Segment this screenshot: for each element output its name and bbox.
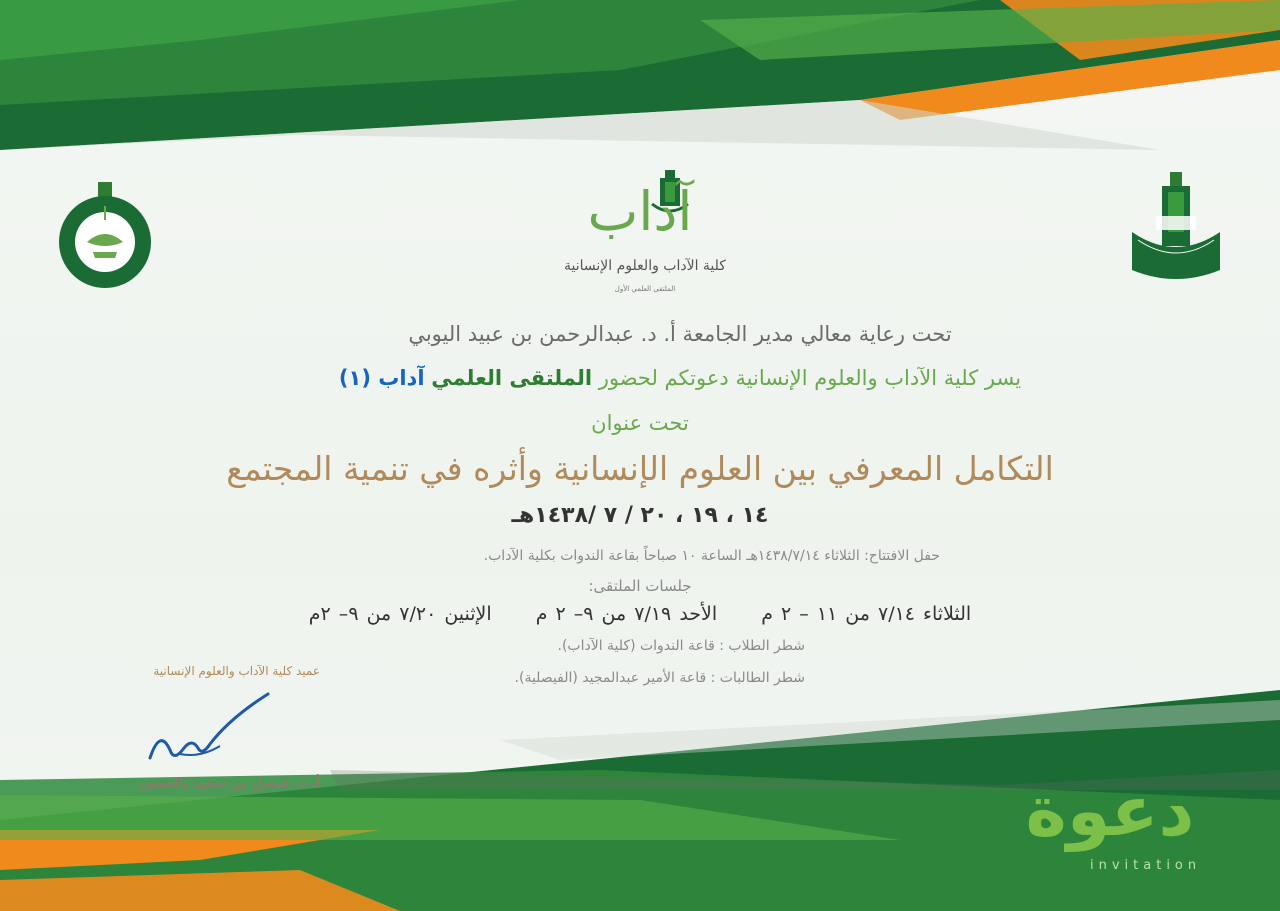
sessions-list <box>0 603 1280 625</box>
session-item: الأحد ٧/١٩ من ٩– ٢ م <box>535 603 718 625</box>
dean-name: أ. د. فيصل بن سعيد بالعمش <box>139 776 320 791</box>
session-item: الثلاثاء ٧/١٤ من ١١ – ٢ م <box>761 603 972 625</box>
forum-edition: آداب (١) <box>338 366 425 390</box>
forum-dates: ١٤ ، ١٩ ، ٢٠ / ٧ /١٤٣٨هـ <box>511 503 769 528</box>
sessions-title: جلسات الملتقى: <box>588 577 692 595</box>
kau-university-seal-icon <box>1128 172 1224 290</box>
dawah-word: دعوة <box>1025 770 1195 852</box>
center-logo-college: كلية الآداب والعلوم الإنسانية <box>564 258 726 274</box>
center-logo-forum: الملتقى العلمي الأول <box>614 285 676 293</box>
patronage-line: تحت رعاية معالي مدير الجامعة أ. د. عبدالرحمن بن عبيد اليوبي <box>408 322 952 346</box>
invite-line <box>40 366 1280 390</box>
male-section: شطر الطلاب : قاعة الندوات (كلية الآداب). <box>557 638 805 654</box>
invite-prefix: يسر كلية الآداب والعلوم الإنسانية دعوتكم لحضور <box>598 366 1022 390</box>
female-section: شطر الطالبات : قاعة الأمير عبدالمجيد (الفيصلية). <box>514 670 805 686</box>
dean-title: عميد كلية الآداب والعلوم الإنسانية <box>153 664 320 678</box>
dean-signature-icon <box>140 688 280 768</box>
topic-title: التكامل المعرفي بين العلوم الإنسانية وأثره في تنمية المجتمع <box>226 449 1054 488</box>
center-logo-word: آداب <box>587 180 693 243</box>
opening-ceremony: حفل الافتتاح: الثلاثاء ١٤٣٨/٧/١٤هـ الساعة ١٠ صباحاً بقاعة الندوات بكلية الآداب. <box>483 548 940 564</box>
faculty-seal-icon <box>55 180 155 290</box>
forum-name: الملتقى العلمي <box>431 366 593 390</box>
under-title: تحت عنوان <box>591 411 689 435</box>
invitation-word: invitation <box>1090 858 1202 873</box>
session-item: الإثنين ٧/٢٠ من ٩– ٢م <box>308 603 492 625</box>
